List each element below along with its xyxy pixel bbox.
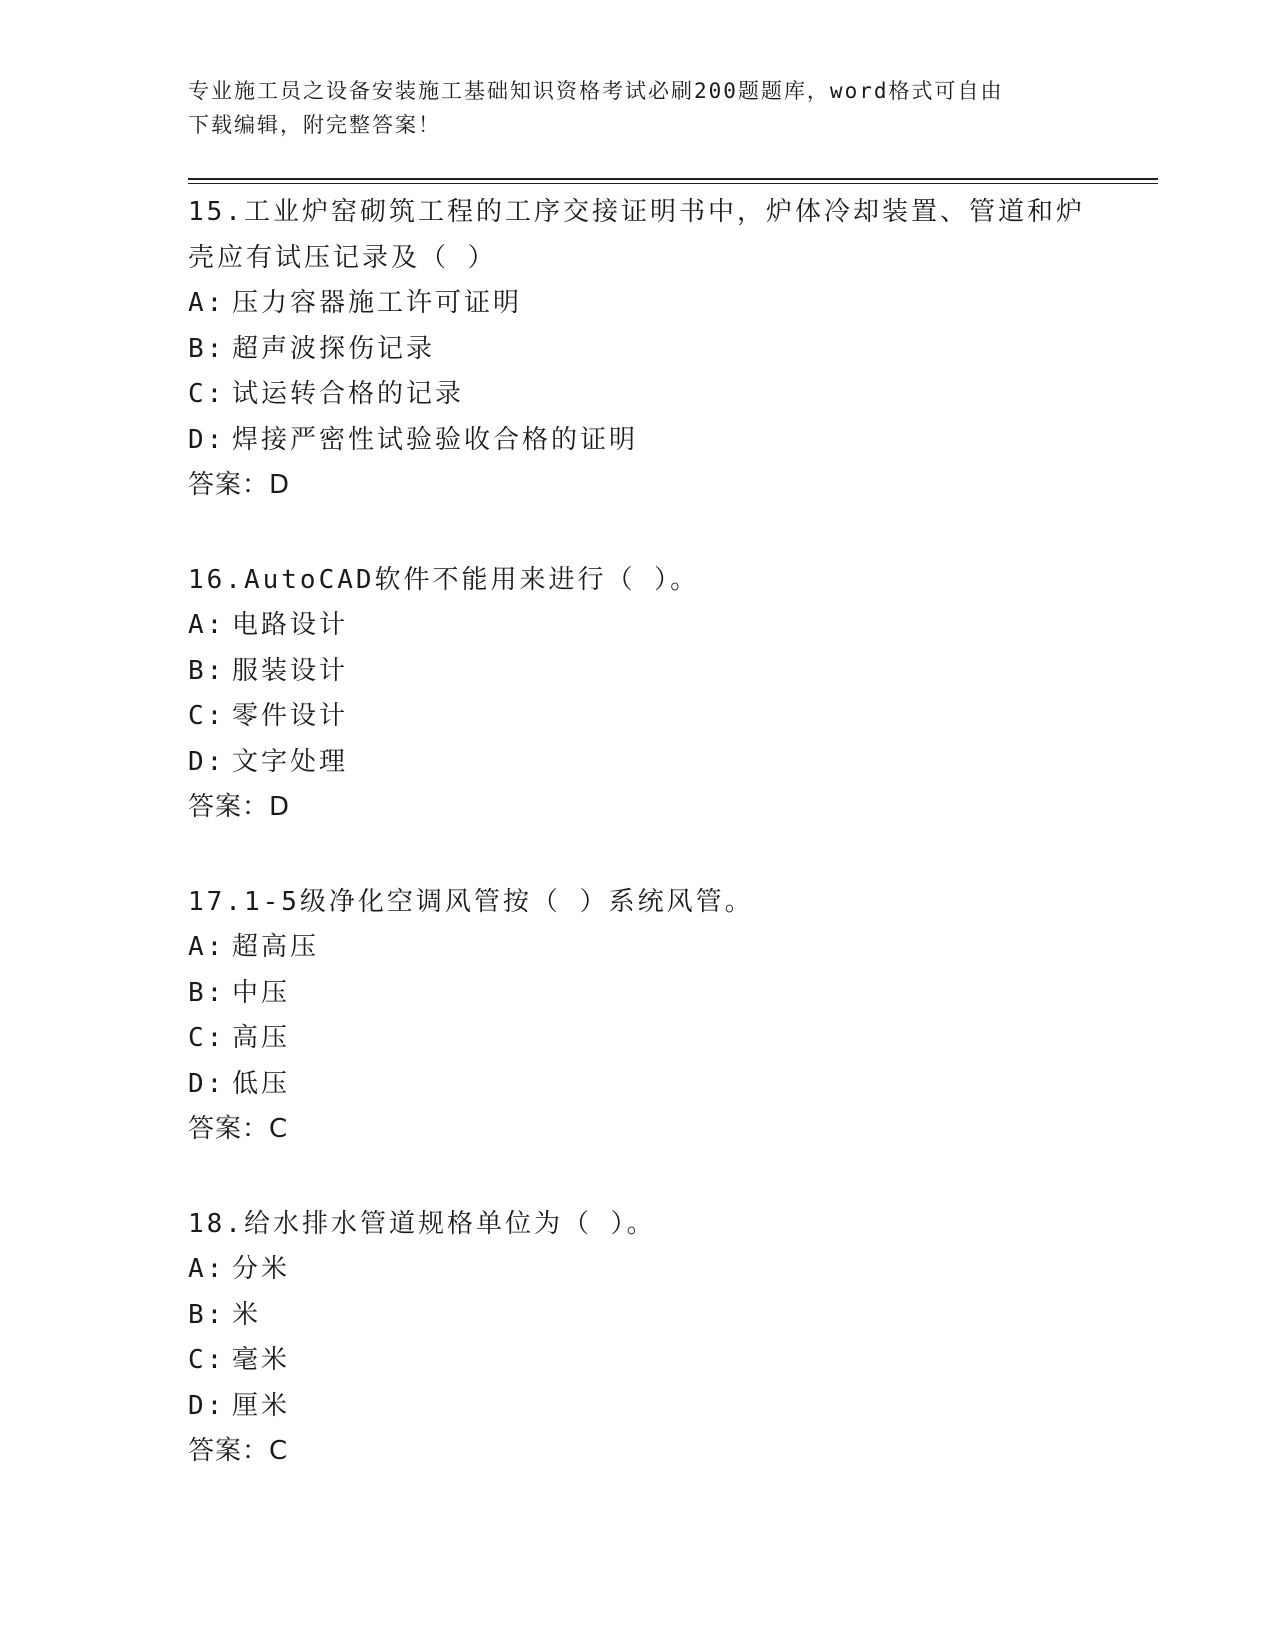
option-b [188, 971, 1088, 1017]
option-text: 试运转合格的记录 [232, 379, 465, 409]
option-d [188, 418, 1088, 464]
option-letter: D: [188, 1390, 226, 1421]
header-divider-thick [188, 178, 1158, 180]
option-letter: A: [188, 610, 226, 640]
header-divider-thin [188, 183, 1158, 184]
option-letter: B: [188, 977, 226, 1008]
option-a [188, 281, 1088, 327]
option-text: 压力容器施工许可证明 [232, 288, 523, 318]
option-a [188, 1247, 1088, 1293]
option-d [188, 740, 1088, 786]
question-stem: 17.1-5级净化空调风管按（ ）系统风管。 [188, 886, 754, 917]
option-c [188, 694, 1088, 740]
option-text: 高压 [232, 1023, 291, 1053]
option-text: 毫米 [232, 1345, 291, 1375]
option-d [188, 1384, 1088, 1430]
question-15 [188, 190, 1088, 509]
option-text: 分米 [232, 1254, 291, 1284]
option-letter: B: [188, 655, 226, 686]
answer-line: 答案：C [188, 1114, 289, 1144]
option-letter: A: [188, 1254, 226, 1284]
option-a [188, 925, 1088, 971]
question-stem: 16.AutoCAD软件不能用来进行（ ）。 [188, 564, 700, 595]
question-stem: 18.给水排水管道规格单位为（ ）。 [188, 1208, 656, 1239]
answer-line: 答案：D [188, 470, 291, 500]
option-letter: C: [188, 1023, 226, 1053]
question-17 [188, 880, 1088, 1153]
answer-line: 答案：D [188, 792, 291, 822]
question-stem-continued: 壳应有试压记录及（ ） [188, 242, 497, 273]
answer-line: 答案：C [188, 1436, 289, 1466]
option-text: 米 [232, 1299, 262, 1330]
option-letter: D: [188, 1068, 226, 1099]
question-16 [188, 558, 1088, 831]
option-text: 电路设计 [232, 610, 349, 640]
question-18 [188, 1202, 1088, 1475]
option-letter: A: [188, 932, 226, 962]
option-b [188, 649, 1088, 695]
option-letter: C: [188, 1345, 226, 1375]
option-text: 中压 [232, 977, 291, 1008]
document-header [188, 74, 1068, 142]
option-b [188, 327, 1088, 373]
option-a [188, 603, 1088, 649]
option-text: 低压 [232, 1068, 291, 1099]
option-text: 厘米 [232, 1390, 291, 1421]
option-letter: B: [188, 333, 226, 364]
option-text: 零件设计 [232, 701, 349, 731]
option-text: 超高压 [232, 932, 320, 962]
option-c [188, 1016, 1088, 1062]
option-letter: A: [188, 288, 226, 318]
option-letter: B: [188, 1299, 226, 1330]
option-letter: D: [188, 746, 226, 777]
option-c [188, 1338, 1088, 1384]
option-letter: C: [188, 379, 226, 409]
option-d [188, 1062, 1088, 1108]
option-c [188, 372, 1088, 418]
option-text: 超声波探伤记录 [232, 333, 436, 364]
question-list [188, 190, 1088, 1524]
option-letter: D: [188, 424, 226, 455]
header-line-1: 专业施工员之设备安装施工基础知识资格考试必刷200题题库，word格式可自由 [188, 79, 1004, 103]
header-line-2: 下载编辑，附完整答案！ [188, 113, 441, 137]
option-text: 焊接严密性试验验收合格的证明 [232, 424, 639, 455]
option-letter: C: [188, 701, 226, 731]
option-b [188, 1293, 1088, 1339]
option-text: 服装设计 [232, 655, 349, 686]
question-stem: 15.工业炉窑砌筑工程的工序交接证明书中，炉体冷却装置、管道和炉 [188, 197, 1085, 227]
option-text: 文字处理 [232, 746, 349, 777]
